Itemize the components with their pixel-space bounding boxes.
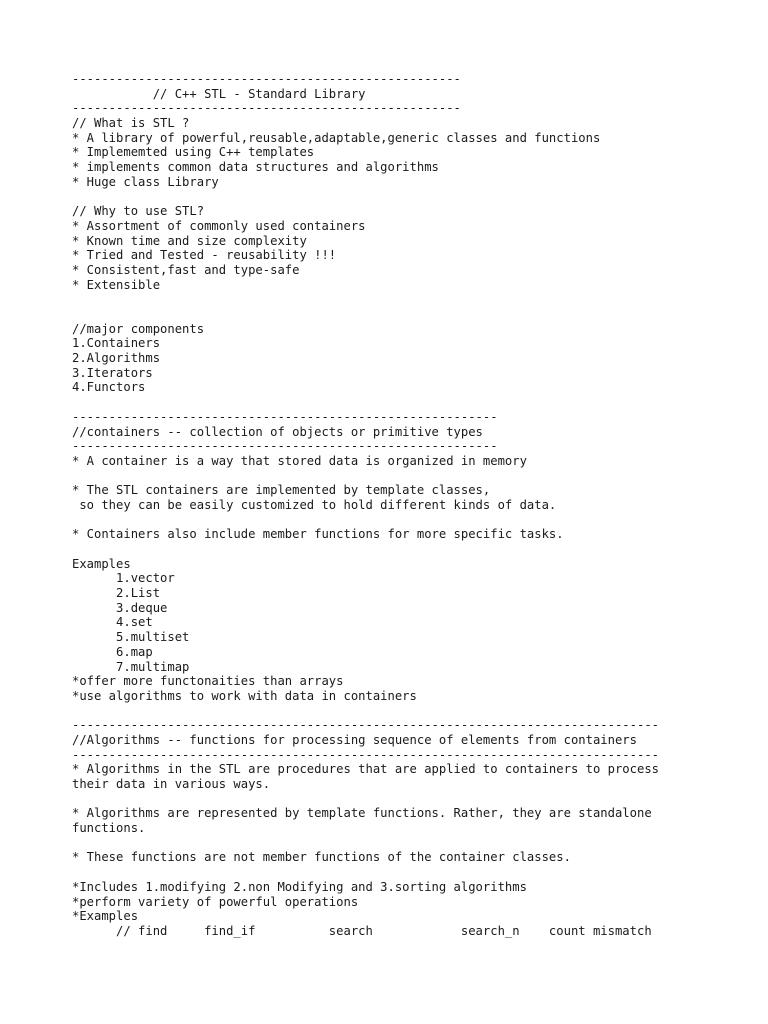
text-line: * Algorithms in the STL are procedures that are applied to containers to process [72,762,659,777]
text-line: their data in various ways. [72,777,271,791]
text-line [72,792,752,807]
text-line: * Tried and Tested - reusability !!! [72,248,337,263]
text-line: * The STL containers are implemented by template classes, [72,483,491,498]
text-line: *Includes 1.modifying 2.non Modifying and 3.sorting algorithms [72,879,527,894]
text-line: 1.Containers [72,336,161,351]
text-line: //Algorithms -- functions for processing sequence of elements from containers [72,732,637,747]
text-line: * Consistent,fast and type-safe [72,262,300,277]
text-line [72,542,752,557]
text-line [72,307,752,322]
text-line [72,190,752,205]
text-line: *use algorithms to work with data in containers [72,688,417,703]
text-line: 2.List [72,586,161,601]
text-line: * implements common data structures and algorithms [72,160,439,175]
text-line: * Huge class Library [72,174,219,189]
text-line: * Implememted using C++ templates [72,145,315,160]
text-line: * Algorithms are represented by template functions. Rather, they are standalone [72,806,652,821]
text-line: // find find_if search search_n count mismatch [72,923,652,938]
text-line: 3.deque [72,600,168,615]
text-line [72,513,752,528]
text-line: 6.map [72,644,153,659]
text-line: 5.multiset [72,630,190,645]
text-line: 4.Functors [72,380,146,395]
text-line [72,469,752,484]
text-line: //containers -- collection of objects or primitive types [72,424,483,439]
text-line [72,836,752,851]
text-line: //major components [72,321,205,336]
text-line: 4.set [72,615,153,630]
text-line: ----------------------------------------------------- [72,101,461,116]
text-line: 3.Iterators [72,365,153,380]
text-line: * Known time and size complexity [72,233,307,248]
text-line: // C++ STL - Standard Library [72,86,366,101]
text-line: * Assortment of commonly used containers [72,218,366,233]
text-line: ----------------------------------------------------- [72,72,461,86]
text-line: * These functions are not member functions of the container classes. [72,850,571,865]
text-line: -------------------------------------------------------------------------------- [72,747,659,762]
text-line: -------------------------------------------------------------------------------- [72,718,659,733]
text-line: *perform variety of powerful operations [72,894,359,909]
text-line: // What is STL ? [72,116,190,131]
text-line [72,292,752,307]
text-line: * A container is a way that stored data is organized in memory [72,453,527,468]
text-line: 7.multimap [72,659,190,674]
text-line: so they can be easily customized to hold different kinds of data. [72,497,557,512]
text-line: 2.Algorithms [72,351,161,366]
text-line [72,865,752,880]
text-line: *offer more functonaities than arrays [72,674,344,689]
text-line: *Examples [72,909,139,924]
text-line: Examples [72,556,131,571]
text-line: * Containers also include member functions for more specific tasks. [72,527,564,542]
text-line: 1.vector [72,571,175,586]
text-line: * A library of powerful,reusable,adaptable,generic classes and functions [72,130,601,145]
text-line: ---------------------------------------------------------- [72,439,498,454]
text-line: // Why to use STL? [72,204,205,219]
text-line [72,395,752,410]
text-line [72,704,752,719]
document-body [72,72,752,939]
text-line: functions. [72,821,146,836]
text-line: * Extensible [72,277,161,292]
text-line: ---------------------------------------------------------- [72,409,498,424]
